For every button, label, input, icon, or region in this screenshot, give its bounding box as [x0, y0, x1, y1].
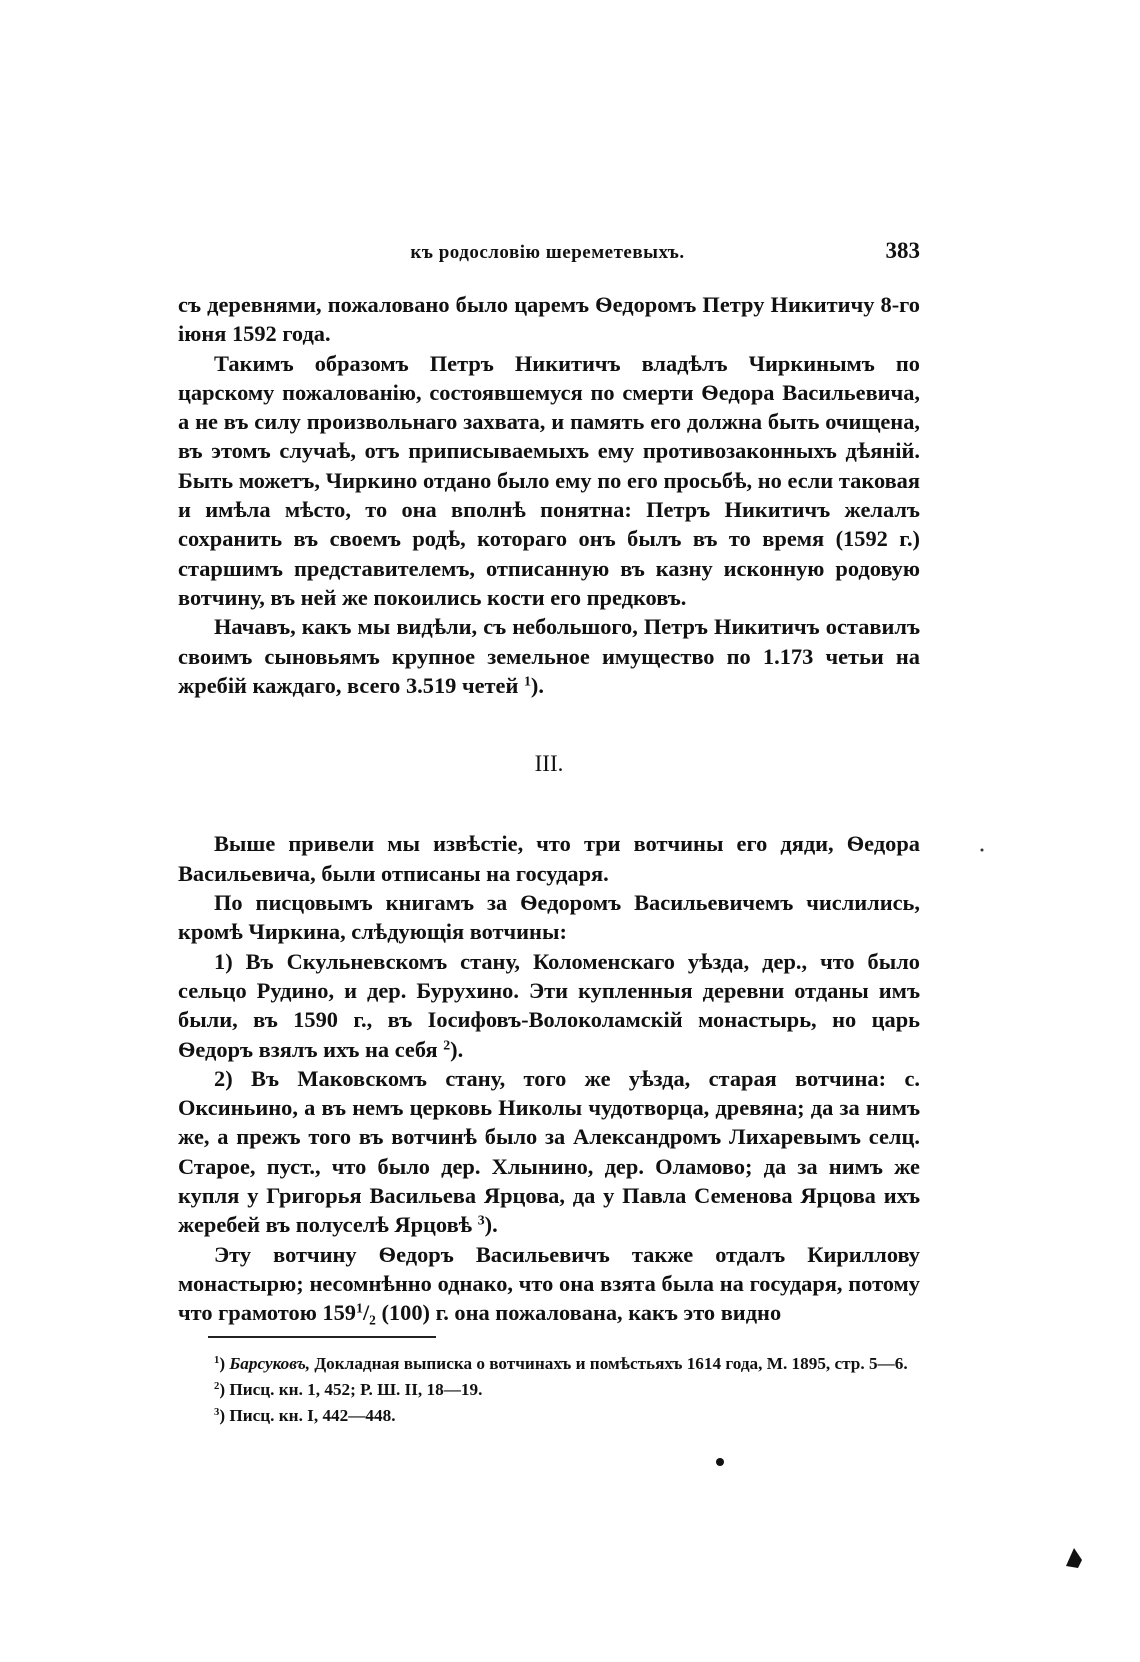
- footnote-1-author: Барсуковъ,: [229, 1354, 311, 1373]
- paragraph-8-text-b: (100) г. она пожалована, какъ это видно: [375, 1300, 782, 1326]
- paragraph-8: [178, 1240, 920, 1328]
- paragraph-1: съ деревнями, пожаловано было царемъ Ѳедоромъ Петру Никитичу 8-го іюня 1592 года.: [178, 292, 920, 347]
- paragraph-8-text-a: Эту вотчину Ѳедоръ Васильевичъ также отдалъ Кириллову монастырю; несомнѣнно однако, что она взята была на государя, потому что грамотою 159: [178, 1241, 920, 1326]
- footnote-3: $^3$) Писц. кн. I, 442—448.: [214, 1406, 396, 1426]
- paragraph-7-text: 2) Въ Маковскомъ стану, того же уѣзда, старая вотчина: с. Оксиньино, а въ немъ церковь Николы чудотворца, древяна; да за нимъ же, а прежъ того въ вотчинѣ было за Александромъ Лихаревымъ селц. Старое, пуст., что было дер. Хлынино, дер. Оламово; да за нимъ же купля у Григорья Васильева Ярцова, да у Павла Семенова Ярцова ихъ жеребей въ полуселѣ Ярцовѣ: [178, 1065, 920, 1238]
- page-header: [175, 238, 920, 268]
- paragraph-6: [178, 947, 920, 1064]
- paragraph-5: По писцовымъ книгамъ за Ѳедоромъ Васильевичемъ числились, кромѣ Чиркина, слѣдующія вотчины:: [178, 890, 920, 945]
- paragraph-7: [178, 1064, 920, 1240]
- fraction-numerator: 1: [356, 1301, 363, 1317]
- main-text: [178, 290, 920, 1328]
- paragraph-3-text: Начавъ, какъ мы видѣли, съ небольшого, Петръ Никитичъ оставилъ своимъ сыновьямъ крупное земельное имущество по 1.173 четьи на жребій каждаго, всего 3.519 четей: [178, 614, 920, 698]
- paragraph-6-end: ).: [450, 1036, 464, 1062]
- footnotes: [178, 1351, 920, 1430]
- footnote-divider: [208, 1336, 436, 1338]
- footnote-ref-3[interactable]: 3: [477, 1213, 485, 1229]
- footnote-mark-1: 1: [214, 1355, 220, 1367]
- paragraph-3-end: ).: [530, 672, 544, 698]
- footnote-mark-3: 3: [214, 1407, 220, 1419]
- paragraph-2: Такимъ образомъ Петръ Никитичъ владѣлъ Чиркинымъ по царскому пожалованію, состоявшемуся по смерти Ѳедора Васильевича, а не въ силу произвольнаго захвата, и память его должна быть очищена, въ этомъ случаѣ, отъ приписываемыхъ ему противозаконныхъ дѣяній. Быть можетъ, Чиркино отдано было ему по его просьбѣ, но если таковая и имѣла мѣсто, то она вполнѣ понятна: Петръ Никитичъ желалъ сохранить въ своемъ родѣ, котораго онъ былъ въ то время (1592 г.) старшимъ представителемъ, отписанную въ казну исконную родовую вотчину, въ ней же покоились кости его предковъ.: [178, 350, 920, 610]
- footnote-ref-2[interactable]: 2: [443, 1037, 451, 1053]
- paragraph-6-text: 1) Въ Скульневскомъ стану, Коломенскаго уѣзда, дер., что было сельцо Рудино, и дер. Бурухино. Эти купленныя деревни отданы имъ были, въ 1590 г., въ Іосифовъ-Волоколамскій монастырь, но царь Ѳедоръ взялъ ихъ на себя: [178, 948, 920, 1062]
- footnote-1: $^1$) Барсуковъ, Докладная выписка о вотчинахъ и помѣстьяхъ 1614 года, М. 1895, стр. 5—6.: [214, 1354, 908, 1373]
- paragraph-3: [178, 612, 920, 700]
- paragraph-4: Выше привели мы извѣстіе, что три вотчины его дяди, Ѳедора Васильевича, были отписаны на государя.: [178, 831, 920, 886]
- section-number: III.: [534, 751, 564, 777]
- fraction-denominator: /₂: [362, 1300, 376, 1326]
- footnote-ref-1[interactable]: 1: [523, 674, 531, 690]
- footnote-2-text: Писц. кн. 1, 452; Р. Ш. II, 18—19.: [225, 1380, 483, 1400]
- footnote-3-text: Писц. кн. I, 442—448.: [225, 1406, 396, 1426]
- footnote-mark-2: 2: [214, 1381, 220, 1393]
- footnote-2: $^2$) Писц. кн. 1, 452; Р. Ш. II, 18—19.: [214, 1380, 483, 1400]
- footnote-1-text: Докладная выписка о вотчинахъ и помѣстьяхъ 1614 года, М. 1895, стр. 5—6.: [310, 1354, 908, 1373]
- page-number: 383: [885, 238, 920, 263]
- corner-ink-mark: [1066, 1548, 1082, 1568]
- running-title: къ родословію шереметевыхъ.: [410, 242, 685, 263]
- ink-speck: [716, 1458, 724, 1466]
- ink-speck: [981, 849, 984, 852]
- paragraph-7-end: ).: [484, 1212, 498, 1238]
